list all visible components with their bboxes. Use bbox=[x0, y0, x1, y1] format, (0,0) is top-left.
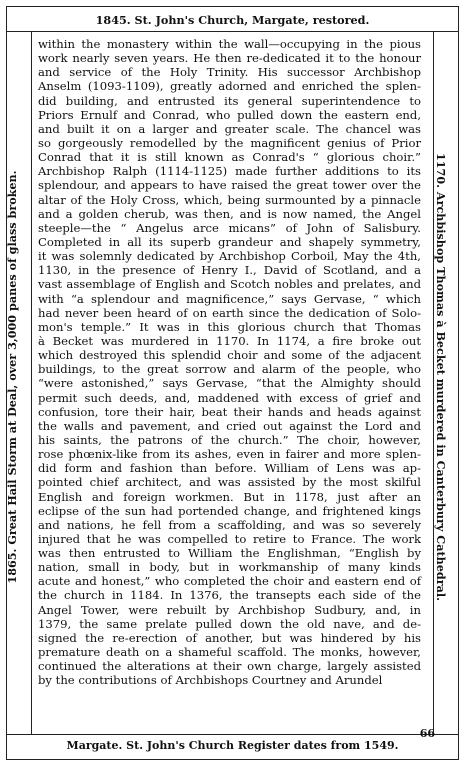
right-margin-note: 1170. Archbishop Thomas à Becket murdered in Canterbury Cathedral. bbox=[434, 152, 448, 602]
text-line: Angel Tower, were rebuilt by Archbishop Sudbury, and, in bbox=[38, 602, 421, 617]
text-line: Archbishop Ralph (1114-1125) made further additions to its bbox=[38, 164, 421, 179]
text-line: splendour, and appears to have raised the great tower over the bbox=[38, 178, 421, 193]
text-line: steeple—the “ Angelus arce micans” of John of Salisbury. bbox=[38, 220, 421, 235]
text-line: injured that he was compelled to retire to France. The work bbox=[38, 531, 421, 546]
text-line: eclipse of the sun had portended change, and frightened kings bbox=[38, 503, 421, 518]
text-line: “were astonished,” says Gervase, “that the Almighty should bbox=[38, 376, 421, 391]
text-line: which destroyed this splendid choir and some of the adjacent bbox=[38, 348, 421, 363]
text-line: by the contributions of Archbishops Courtney and Arundel bbox=[38, 673, 383, 688]
text-line: it was solemnly dedicated by Archbishop Corboil, May the 4th, bbox=[38, 249, 421, 264]
text-line: 1379, the same prelate pulled down the old nave, and de- bbox=[38, 616, 421, 631]
running-header: 1845. St. John's Church, Margate, restored. bbox=[95, 13, 370, 27]
left-margin-rule bbox=[31, 31, 32, 735]
text-line: 1130, in the presence of Henry I., David of Scotland, and a bbox=[38, 263, 421, 278]
text-line: Completed in all its superb grandeur and shapely symmetry, bbox=[38, 234, 421, 249]
text-line: so gorgeously remodelled by the magnificent genius of Prior bbox=[38, 135, 421, 150]
text-line: did form and fashion than before. William of Lens was ap- bbox=[38, 461, 421, 476]
text-line: his saints, the patrons of the church.” The choir, however, bbox=[38, 432, 421, 447]
text-line: acute and honest,” who completed the choir and eastern end of bbox=[38, 574, 421, 589]
text-line: and service of the Holy Trinity. His successor Archbishop bbox=[38, 65, 421, 80]
text-line: English and foreign workmen. But in 1178, just after an bbox=[38, 489, 421, 504]
text-line: had never been heard of on earth since the dedication of Solo- bbox=[38, 305, 421, 320]
text-line: the walls and pavement, and cried out against the Lord and bbox=[38, 418, 421, 433]
text-line: permit such deeds, and, maddened with excess of grief and bbox=[38, 390, 421, 405]
page-number: 66 bbox=[419, 727, 435, 740]
text-line: and nations, he fell from a scaffolding, and was so severely bbox=[38, 517, 421, 532]
text-line: buildings, to the great sorrow and alarm of the people, who bbox=[38, 362, 421, 377]
text-line: did building, and entrusted its general superintendence to bbox=[38, 93, 421, 108]
text-line: Anselm (1093-1109), greatly adorned and enriched the splen- bbox=[38, 79, 421, 94]
text-line: work nearly seven years. He then re-dedicated it to the honour bbox=[38, 51, 421, 66]
footer-rule bbox=[7, 734, 458, 735]
text-line: altar of the Holy Cross, which, being surmounted by a pinnacle bbox=[38, 192, 421, 207]
text-line: Priors Ernulf and Conrad, who pulled down the eastern end, bbox=[38, 107, 421, 122]
header-rule bbox=[7, 31, 458, 32]
text-line: premature death on a shameful scaffold. The monks, however, bbox=[38, 645, 421, 660]
text-line: signed the re-erection of another, but was hindered by his bbox=[38, 630, 421, 645]
left-margin-note: 1865. Great Hail Storm at Deal, over 3,000 panes of glass broken. bbox=[5, 170, 19, 584]
text-line: rose phœnix-like from its ashes, even in fairer and more splen- bbox=[38, 447, 421, 462]
running-footer: Margate. St. John's Church Register dates from 1549. bbox=[66, 739, 399, 752]
text-line: with “a splendour and magnificence,” says Gervase, “ which bbox=[38, 291, 421, 306]
text-line: pointed chief architect, and was assisted by the most skilful bbox=[38, 475, 421, 490]
text-line: mon's temple.” It was in this glorious church that Thomas bbox=[38, 319, 421, 334]
text-line: and built it on a larger and greater scale. The chancel was bbox=[38, 121, 421, 136]
text-line: was then entrusted to William the Englishman, “English by bbox=[38, 546, 421, 561]
text-line: Conrad that it is still known as Conrad's “ glorious choir.” bbox=[38, 150, 421, 165]
text-line: nation, small in body, but in workmanship of many kinds bbox=[38, 560, 421, 575]
text-line: the church in 1184. In 1376, the transepts each side of the bbox=[38, 588, 421, 603]
text-line: confusion, tore their hair, beat their hands and heads against bbox=[38, 404, 421, 419]
text-line: à Becket was murdered in 1170. In 1174, a fire broke out bbox=[38, 333, 421, 348]
body-text bbox=[38, 37, 421, 687]
text-line: and a golden cherub, was then, and is now named, the Angel bbox=[38, 206, 421, 221]
text-line: vast assemblage of English and Scotch nobles and prelates, and bbox=[38, 277, 421, 292]
text-line: within the monastery within the wall—occupying in the pious bbox=[38, 37, 421, 51]
text-line: continued the alterations at their own charge, largely assisted bbox=[38, 659, 421, 674]
